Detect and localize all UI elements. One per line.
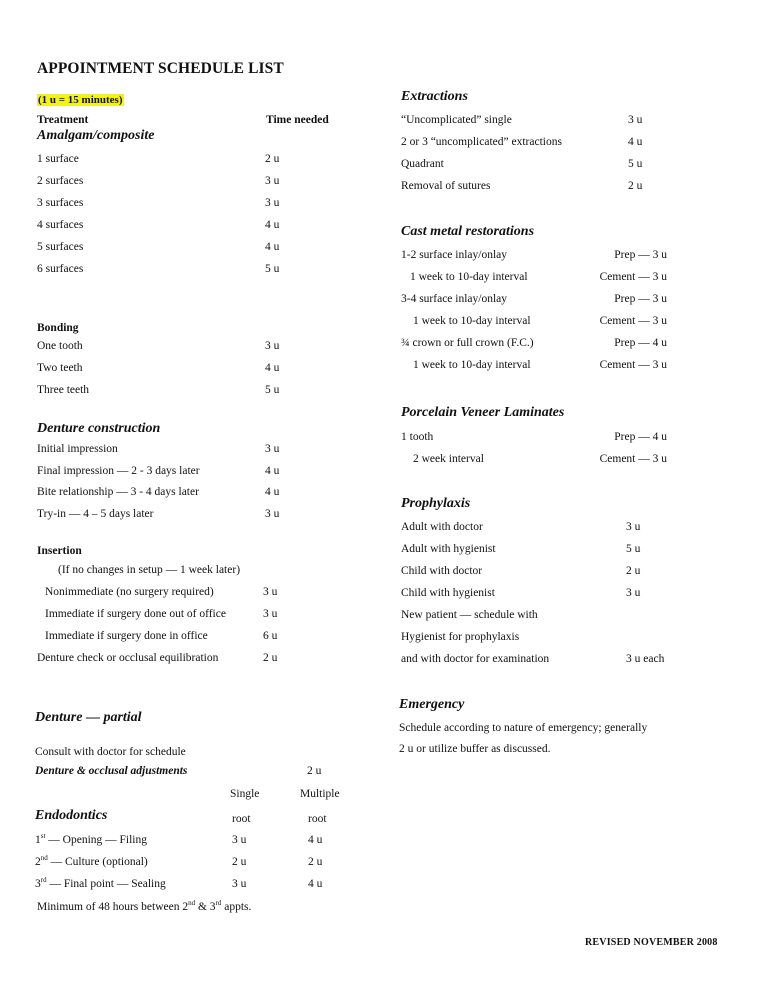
list-item-time: 5 u: [265, 384, 280, 396]
emergency-line-2: 2 u or utilize buffer as discussed.: [399, 743, 551, 755]
revision-footer: REVISED NOVEMBER 2008: [585, 937, 718, 948]
list-item: Denture check or occlusal equilibration: [37, 652, 219, 664]
list-item-time: Prep — 4 u: [614, 431, 667, 443]
section-heading-porcelain: Porcelain Veneer Laminates: [401, 405, 565, 420]
list-item-time: 3 u: [626, 521, 641, 533]
list-item: Child with doctor: [401, 565, 483, 577]
header-treatment: Treatment: [37, 114, 89, 126]
list-item: Adult with doctor: [401, 521, 483, 533]
list-item: 6 surfaces: [37, 263, 84, 275]
list-item-multiple: 4 u: [308, 834, 323, 846]
list-item-time: Cement — 3 u: [599, 359, 667, 371]
endo-col-multiple: Multiple: [300, 788, 340, 800]
list-item-time: Prep — 3 u: [614, 293, 667, 305]
list-item-time: 4 u: [265, 362, 280, 374]
list-item: Hygienist for prophylaxis: [401, 631, 520, 643]
list-item: Child with hygienist: [401, 587, 495, 599]
endo-col-single: Single: [230, 788, 260, 800]
list-item: Immediate if surgery done in office: [45, 630, 208, 642]
list-item: 2 surfaces: [37, 175, 84, 187]
list-item-time: 4 u: [265, 219, 280, 231]
list-item-time: 3 u: [265, 443, 280, 455]
list-item-time: 3 u: [265, 508, 280, 520]
list-item: 2 week interval: [413, 453, 484, 465]
list-item-time: 4 u: [265, 486, 280, 498]
list-item: ¾ crown or full crown (F.C.): [401, 337, 534, 349]
section-heading-prophylaxis: Prophylaxis: [401, 496, 471, 511]
list-item: 2nd — Culture (optional): [35, 854, 148, 868]
list-item-time: 3 u: [626, 587, 641, 599]
list-item: Immediate if surgery done out of office: [45, 608, 226, 620]
list-item-multiple: 4 u: [308, 878, 323, 890]
list-item-time: 4 u: [265, 241, 280, 253]
list-item: and with doctor for examination: [401, 653, 550, 665]
list-item-single: 2 u: [232, 856, 247, 868]
partial-consult: Consult with doctor for schedule: [35, 746, 186, 758]
list-item: Nonimmediate (no surgery required): [45, 586, 214, 598]
list-item: 1 surface: [37, 153, 79, 165]
section-heading-cast-metal: Cast metal restorations: [401, 224, 535, 239]
list-item: Quadrant: [401, 158, 444, 170]
section-heading-insertion: Insertion: [37, 545, 82, 557]
list-item-time: 3 u: [263, 608, 278, 620]
list-item-single: 3 u: [232, 834, 247, 846]
list-item: 1 week to 10-day interval: [410, 271, 528, 283]
section-heading-denture-construction: Denture construction: [37, 421, 161, 436]
list-item: Two teeth: [37, 362, 83, 374]
list-item-time: 3 u: [265, 175, 280, 187]
list-item-time: 5 u: [628, 158, 643, 170]
list-item: 1st — Opening — Filing: [35, 832, 148, 846]
list-item-time: 2 u: [626, 565, 641, 577]
list-item: 3 surfaces: [37, 197, 84, 209]
list-item-time: 2 u: [263, 652, 278, 664]
list-item: 1-2 surface inlay/onlay: [401, 249, 508, 261]
list-item-time: 4 u: [265, 465, 280, 477]
list-item: One tooth: [37, 340, 83, 352]
list-item-time: 3 u each: [626, 653, 665, 665]
list-item: 3rd — Final point — Sealing: [35, 876, 166, 890]
emergency-line-1: Schedule according to nature of emergency; generally: [399, 722, 648, 734]
section-heading-amalgam: Amalgam/composite: [37, 128, 155, 143]
page-title: APPOINTMENT SCHEDULE LIST: [37, 60, 284, 77]
list-item-time: Cement — 3 u: [599, 453, 667, 465]
list-item-time: 4 u: [628, 136, 643, 148]
list-item-time: 3 u: [265, 340, 280, 352]
list-item: 1 week to 10-day interval: [413, 359, 531, 371]
section-heading-endodontics: Endodontics: [35, 808, 108, 823]
section-heading-emergency: Emergency: [399, 697, 465, 712]
list-item-time: Cement — 3 u: [599, 271, 667, 283]
list-item: Try-in — 4 – 5 days later: [37, 508, 154, 520]
list-item-time: Prep — 3 u: [614, 249, 667, 261]
list-item: 2 or 3 “uncomplicated” extractions: [401, 136, 562, 148]
list-item-time: 2 u: [628, 180, 643, 192]
list-item-time: 2 u: [265, 153, 280, 165]
insertion-note: (If no changes in setup — 1 week later): [58, 564, 241, 576]
list-item: 3-4 surface inlay/onlay: [401, 293, 508, 305]
list-item: 5 surfaces: [37, 241, 84, 253]
list-item: 4 surfaces: [37, 219, 84, 231]
list-item: Three teeth: [37, 384, 90, 396]
list-item: 1 tooth: [401, 431, 434, 443]
partial-adjustments-time: 2 u: [307, 765, 322, 777]
endo-col-root-single: root: [232, 813, 251, 825]
list-item: “Uncomplicated” single: [401, 114, 512, 126]
list-item-time: Prep — 4 u: [614, 337, 667, 349]
endo-col-root-multiple: root: [308, 813, 327, 825]
list-item-time: 5 u: [626, 543, 641, 555]
list-item-time: Cement — 3 u: [599, 315, 667, 327]
header-time-needed: Time needed: [266, 114, 329, 126]
section-heading-denture-partial: Denture — partial: [35, 710, 142, 725]
list-item-multiple: 2 u: [308, 856, 323, 868]
list-item-time: 3 u: [263, 586, 278, 598]
list-item: Removal of sutures: [401, 180, 491, 192]
section-heading-bonding: Bonding: [37, 322, 79, 334]
list-item: Final impression — 2 - 3 days later: [37, 465, 200, 477]
list-item: New patient — schedule with: [401, 609, 538, 621]
section-heading-extractions: Extractions: [401, 89, 468, 104]
list-item: Adult with hygienist: [401, 543, 496, 555]
endo-note: Minimum of 48 hours between 2nd & 3rd appts.: [37, 899, 252, 913]
list-item: Bite relationship — 3 - 4 days later: [37, 486, 199, 498]
partial-adjustments: Denture & occlusal adjustments: [35, 765, 188, 777]
list-item: Initial impression: [37, 443, 118, 455]
list-item: 1 week to 10-day interval: [413, 315, 531, 327]
list-item-time: 5 u: [265, 263, 280, 275]
unit-note: (1 u = 15 minutes): [38, 94, 123, 106]
list-item-single: 3 u: [232, 878, 247, 890]
list-item-time: 6 u: [263, 630, 278, 642]
list-item-time: 3 u: [628, 114, 643, 126]
list-item-time: 3 u: [265, 197, 280, 209]
